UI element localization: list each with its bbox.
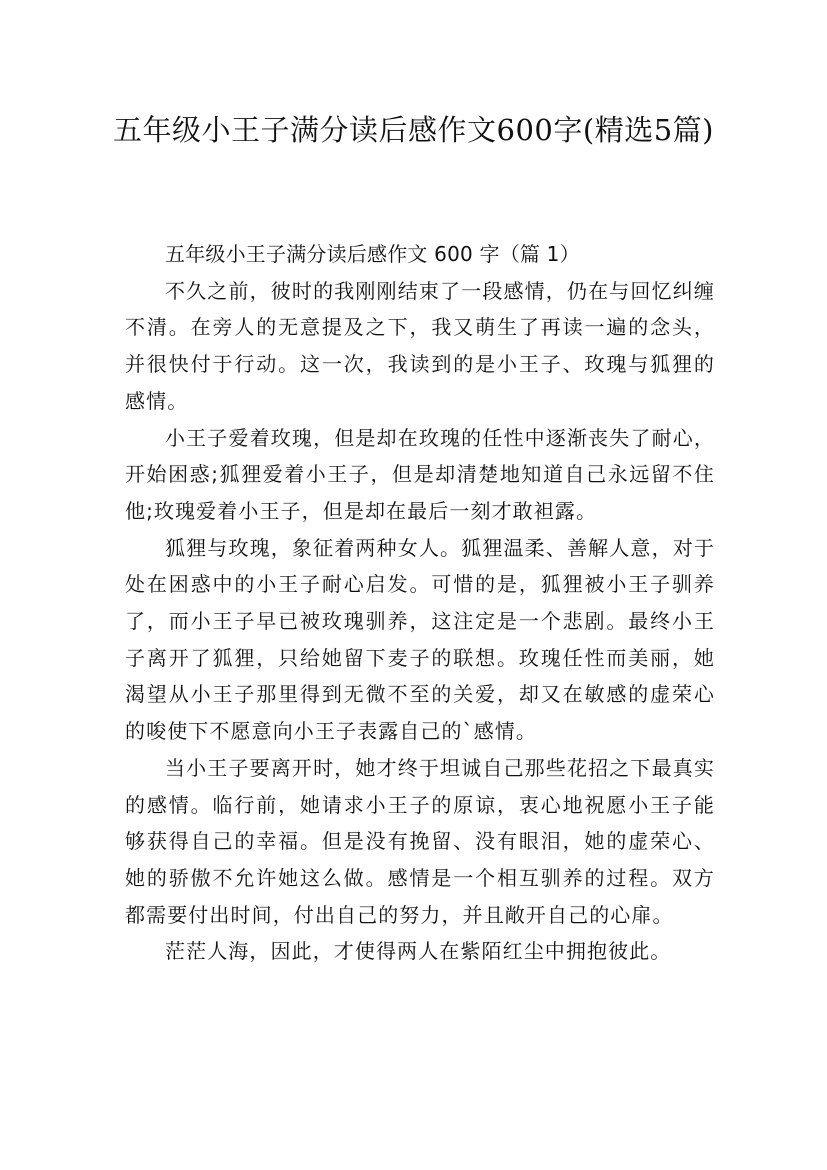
paragraph-2: 小王子爱着玫瑰，但是却在玫瑰的任性中逐渐丧失了耐心，开始困惑;狐狸爱着小王子，但是却清楚地知道自己永远留不住他;玫瑰爱着小王子，但是却在最后一刻才敢袒露。 bbox=[125, 425, 715, 523]
paragraph-4: 当小王子要离开时，她才终于坦诚自己那些花招之下最真实的感情。临行前，她请求小王子的原谅，衷心地祝愿小王子能够获得自己的幸福。但是没有挽留、没有眼泪，她的虚荣心、她的骄傲不允许她这么做。感情是一个相互驯养的过程。双方都需要付出时间，付出自己的努力，并且敞开自己的心扉。 bbox=[125, 755, 715, 927]
paragraph-5: 茫茫人海，因此，才使得两人在紫陌红尘中拥抱彼此。 bbox=[165, 939, 672, 964]
section-subheading: 五年级小王子满分读后感作文 600 字（篇 1） bbox=[165, 242, 580, 266]
paragraph-1: 不久之前，彼时的我刚刚结束了一段感情，仍在与回忆纠缠不清。在旁人的无意提及之下，我又萌生了再读一遍的念头，并很快付于行动。这一次，我读到的是小王子、玫瑰与狐狸的感情。 bbox=[125, 278, 715, 413]
document-title: 五年级小王子满分读后感作文600字(精选5篇) bbox=[113, 113, 714, 147]
paragraph-3: 狐狸与玫瑰，象征着两种女人。狐狸温柔、善解人意，对于处在困惑中的小王子耐心启发。可惜的是，狐狸被小王子驯养了，而小王子早已被玫瑰驯养，这注定是一个悲剧。最终小王子离开了狐狸，只给她留下麦子的联想。玫瑰任性而美丽，她渴望从小王子那里得到无微不至的关爱，却又在敏感的虚荣心的唆使下不愿意向小王子表露自己的`感情。 bbox=[125, 535, 715, 744]
document-body bbox=[125, 236, 715, 970]
